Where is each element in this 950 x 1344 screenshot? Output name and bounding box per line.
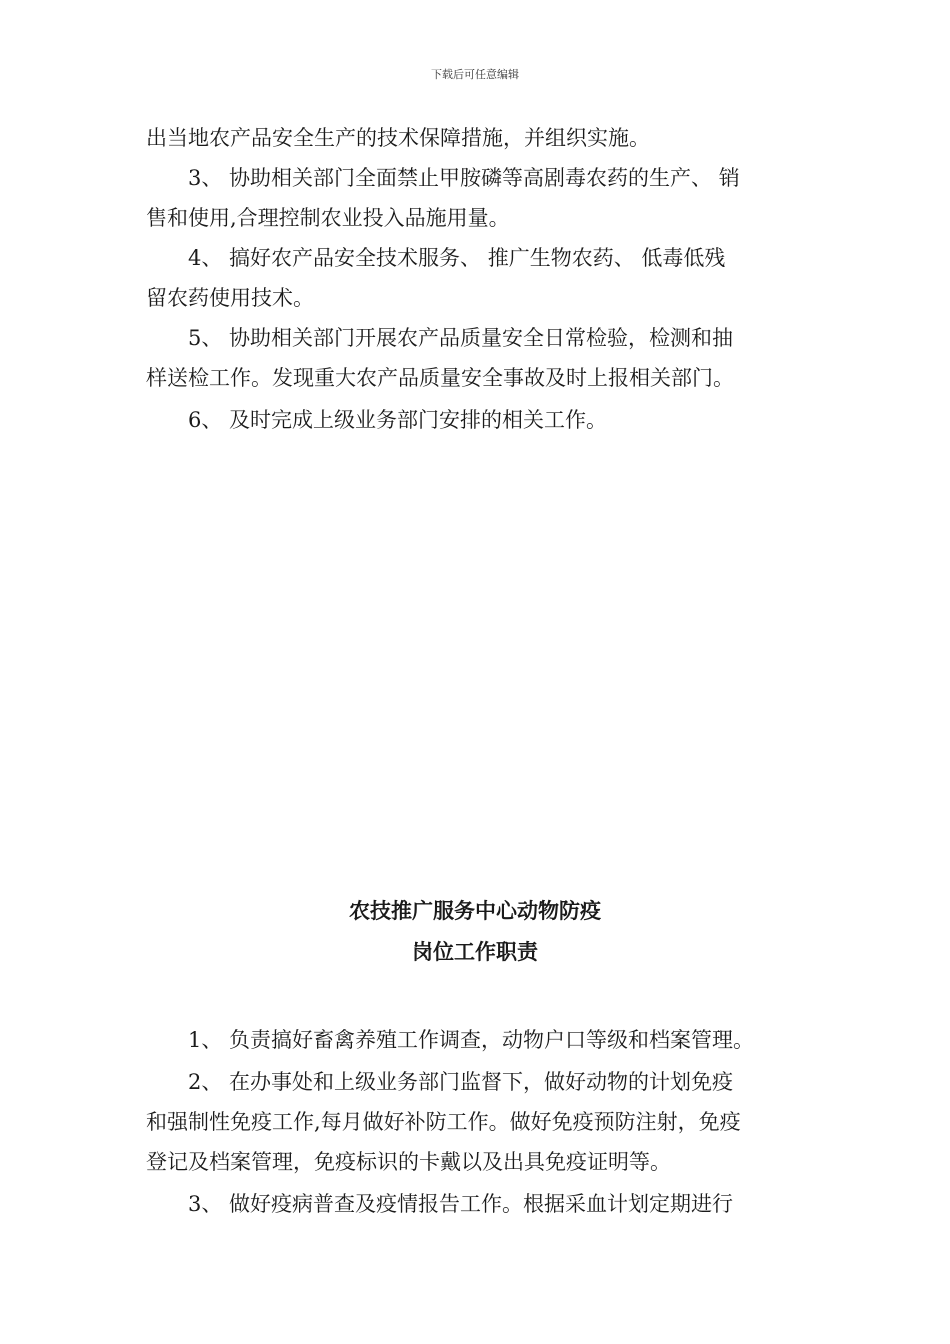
paragraph-line: 售和使用,合理控制农业投入品施用量。 [146, 206, 510, 230]
paragraph-0 [146, 118, 806, 158]
paragraph-line: 5、 协助相关部门开展农产品质量安全日常检验，检测和抽 [188, 326, 734, 350]
paragraph-line: 样送检工作。发现重大农产品质量安全事故及时上报相关部门。 [146, 366, 734, 390]
paragraph-line: 出当地农产品安全生产的技术保障措施，并组织实施。 [146, 126, 650, 150]
paragraph-line: 2、 在办事处和上级业务部门监督下，做好动物的计划免疫 [188, 1070, 734, 1094]
paragraph-line: 3、 协助相关部门全面禁止甲胺磷等高剧毒农药的生产、 销 [188, 166, 740, 190]
paragraph-item-4 [146, 238, 806, 318]
paragraph-line: 和强制性免疫工作,每月做好补防工作。做好免疫预防注射，免疫 [146, 1110, 741, 1134]
section-title-line-2: 岗位工作职责 [412, 940, 538, 964]
header-note: 下载后可任意编辑 [431, 68, 519, 81]
paragraph-line: 登记及档案管理，免疫标识的卡戴以及出具免疫证明等。 [146, 1150, 671, 1174]
paragraph-line: 留农药使用技术。 [146, 286, 314, 310]
paragraph-item-6 [146, 400, 806, 440]
paragraph-item-5 [146, 318, 806, 398]
duty-item-1 [146, 1020, 806, 1060]
paragraph-line: 6、 及时完成上级业务部门安排的相关工作。 [188, 408, 608, 432]
paragraph-item-3 [146, 158, 806, 238]
paragraph-line: 1、 负责搞好畜禽养殖工作调查，动物户口等级和档案管理。 [188, 1028, 755, 1052]
duty-item-3 [146, 1184, 806, 1224]
paragraph-line: 4、 搞好农产品安全技术服务、 推广生物农药、 低毒低残 [188, 246, 726, 270]
section-title-line-1: 农技推广服务中心动物防疫 [349, 899, 601, 923]
duty-item-2 [146, 1062, 806, 1182]
paragraph-line: 3、 做好疫病普查及疫情报告工作。根据采血计划定期进行 [188, 1192, 734, 1216]
